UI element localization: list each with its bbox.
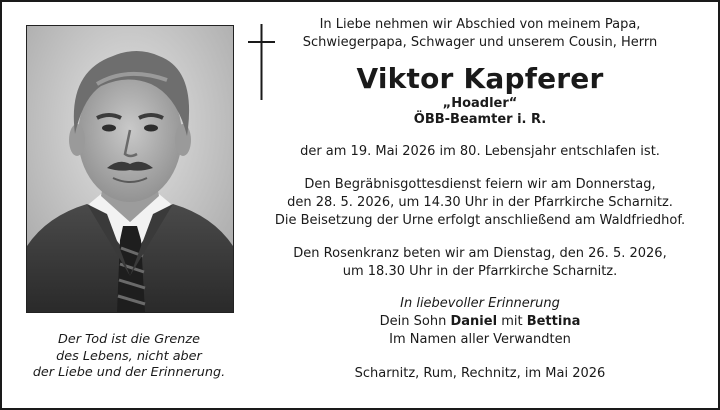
- obituary-text: [270, 16, 690, 383]
- intro-line-1: In Liebe nehmen wir Abschied von meinem Papa,: [319, 17, 641, 32]
- rosary-line-1: Den Rosenkranz beten wir am Dienstag, den 26. 5. 2026,: [293, 246, 667, 261]
- place-date: Scharnitz, Rum, Rechnitz, im Mai 2026: [354, 366, 606, 381]
- deceased-nickname: „Hoadler“: [442, 96, 518, 111]
- funeral-line-2: den 28. 5. 2026, um 14.30 Uhr in der Pfarrkirche Scharnitz.: [287, 195, 673, 210]
- portrait-illustration: [27, 26, 233, 312]
- death-line: der am 19. Mai 2026 im 80. Lebensjahr entschlafen ist.: [300, 144, 660, 159]
- mourners-heading: In liebevoller Erinnerung: [400, 296, 560, 311]
- funeral-line-3: Die Beisetzung der Urne erfolgt anschließend am Waldfriedhof.: [274, 213, 686, 228]
- partner-name: Bettina: [526, 314, 581, 329]
- mourners-relatives: Im Namen aller Verwandten: [389, 332, 571, 347]
- motto-line-3: der Liebe und der Erinnerung.: [32, 365, 226, 380]
- deceased-name: Viktor Kapferer: [356, 62, 604, 95]
- mourners-son-line: [270, 313, 690, 331]
- intro-line-2: Schwiegerpapa, Schwager und unserem Cousin, Herrn: [302, 35, 658, 50]
- funeral-line-1: Den Begräbnisgottesdienst feiern wir am Donnerstag,: [304, 177, 656, 192]
- son-mid: mit: [501, 314, 523, 329]
- son-prefix: Dein Sohn: [379, 314, 447, 329]
- rosary-line-2: um 18.30 Uhr in der Pfarrkirche Scharnitz.: [342, 264, 618, 279]
- portrait-photo: [26, 25, 234, 313]
- motto-line-2: des Lebens, nicht aber: [56, 348, 202, 364]
- motto-line-1: Der Tod ist die Grenze: [58, 332, 200, 347]
- deceased-occupation: ÖBB-Beamter i. R.: [413, 112, 547, 127]
- memorial-motto: [16, 332, 242, 382]
- son-name: Daniel: [450, 314, 498, 329]
